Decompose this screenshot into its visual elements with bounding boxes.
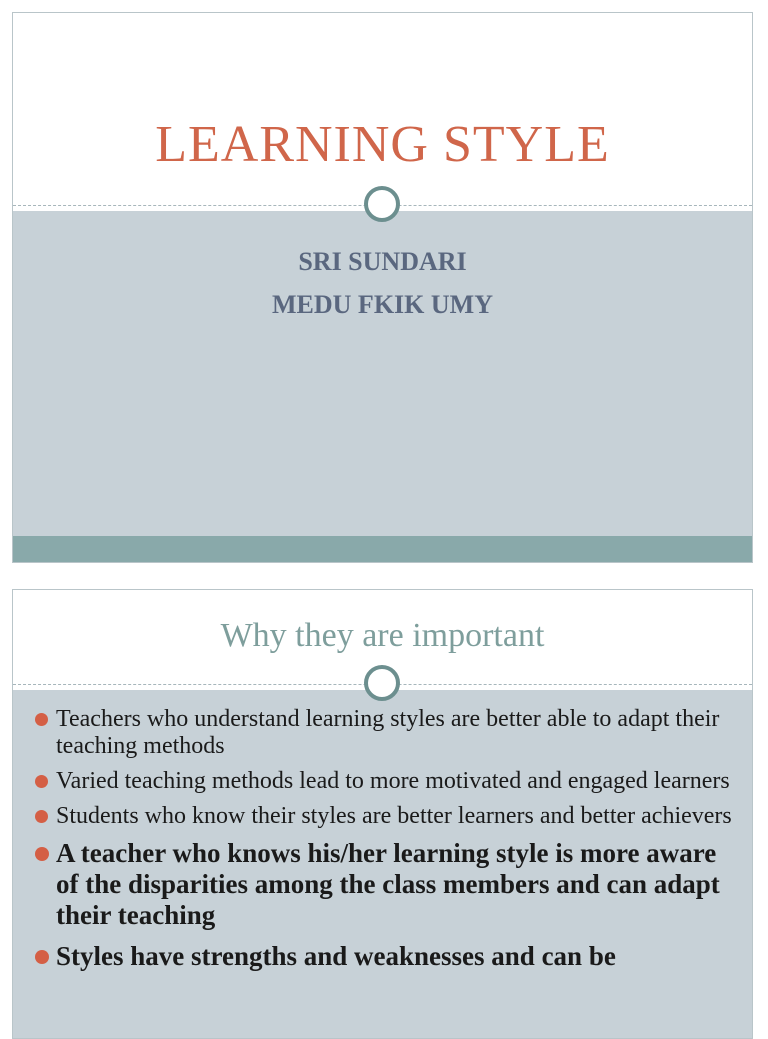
bullet-text: Varied teaching methods lead to more motivated and engaged learners (56, 768, 730, 794)
list-item (13, 803, 752, 830)
slide-title-text: LEARNING STYLE (155, 116, 610, 173)
list-item (13, 768, 752, 795)
affiliation: MEDU FKIK UMY (272, 290, 493, 319)
list-item (13, 941, 752, 972)
slide-title (12, 12, 753, 563)
list-item (13, 706, 752, 760)
bullet-dot-icon (35, 810, 48, 823)
bullet-dot-icon (35, 713, 48, 726)
bullet-text: Teachers who understand learning styles are better able to adapt their teaching methods (56, 706, 720, 759)
slide-why-important (12, 589, 753, 1039)
ring-ornament-icon (364, 665, 400, 701)
bullet-text: Styles have strengths and weaknesses and can be (56, 941, 616, 971)
bullet-text: Students who know their styles are better learners and better achievers (56, 803, 732, 829)
bullet-text: A teacher who knows his/her learning style is more aware of the disparities among the class members and can adapt their teaching (56, 838, 720, 930)
bullet-list (13, 706, 752, 982)
footer-band (13, 536, 752, 562)
list-item (13, 838, 752, 931)
title-area (13, 13, 752, 205)
slide-heading: Why they are important (220, 617, 545, 654)
bullet-dot-icon (35, 950, 49, 964)
bullet-dot-icon (35, 847, 49, 861)
author-name: SRI SUNDARI (298, 247, 467, 276)
bullet-dot-icon (35, 775, 48, 788)
ring-ornament-icon (364, 186, 400, 222)
